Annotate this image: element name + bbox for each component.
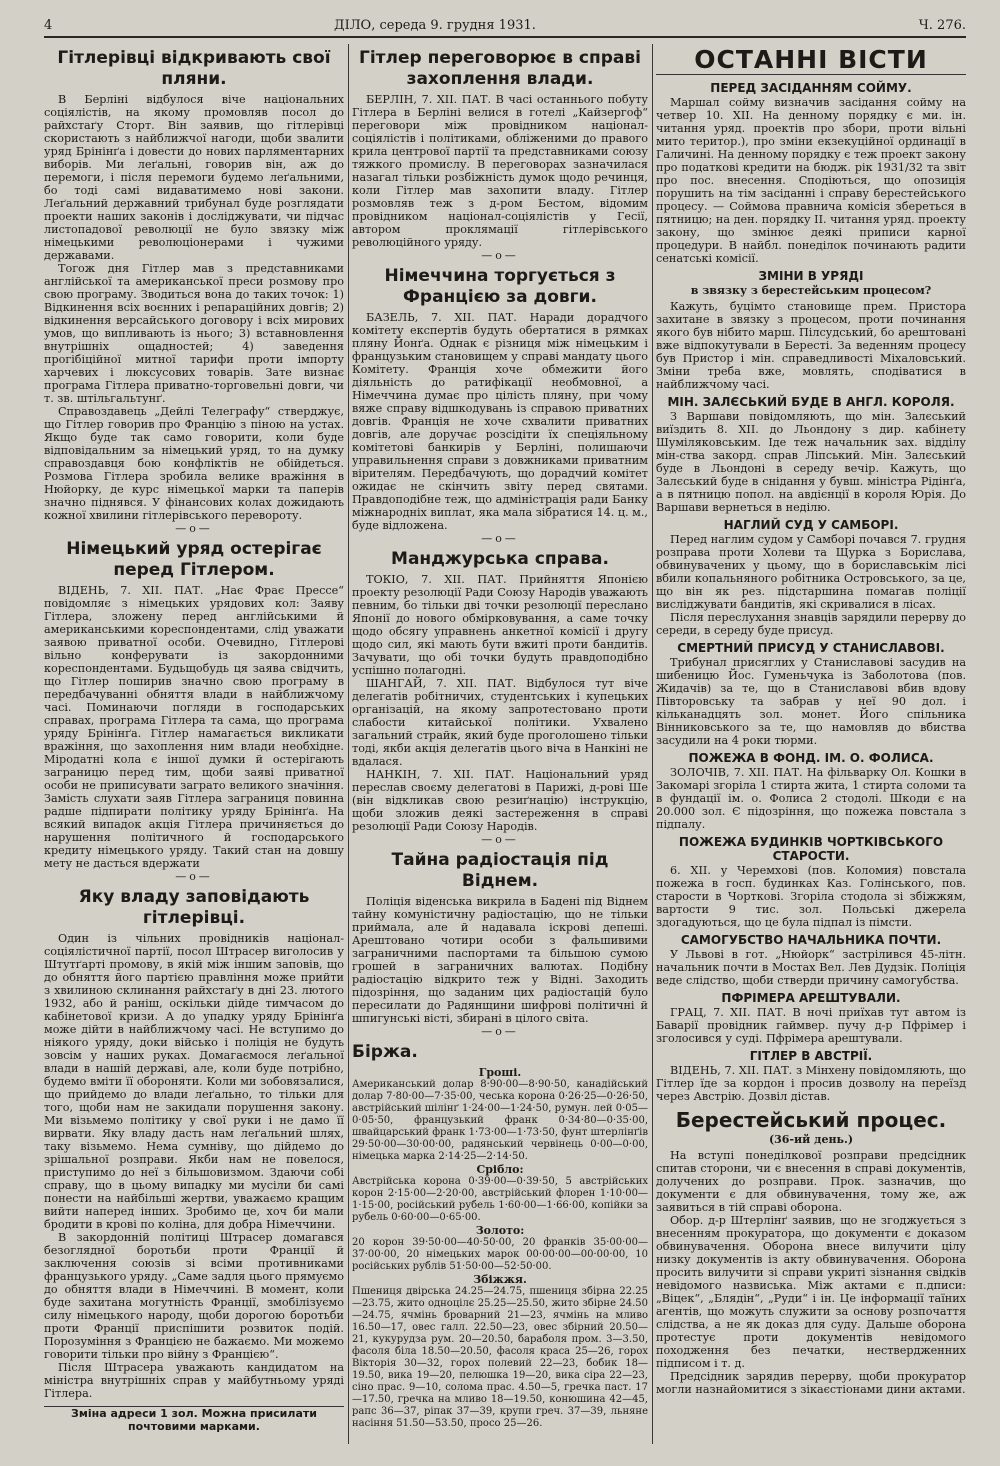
article-paragraph: Тогож дня Гітлер мав з представниками англійської та американської преси розмову про свою програму. Зводиться вона до таких точок: 1) Відкинення всіх воєнних і репараційних довгів; 2) відкинення версайського договору і всіх мирових умов, що випливають із нього; 3) вставновлення внутрішніх ощадностей; 4) заведення прогібіційної митної тарифи проти імпорту харчевих і люксусових товарів. Зате визнає програма Гітлера приватно-торговельні довги, чи т. зв. штільгальтунґ. <box>44 262 344 405</box>
trial-subheadline: (36-ий день.) <box>768 1133 854 1146</box>
article-paragraph: В Берліні відбулося віче національних соціялістів, на якому промовляв посол до райхстаґу Сторт. Він заявив, що гітлерівці скористають з найближчої нагоди, щоби звалити уряд Брінінґа і довести до нових парляментарних виборів. Ми леґальні, говорив він, аж до перемоги, і після перемоги будемо леґальними, бо тоді самі видаватимемо нові закони. Леґальний державний трибунал буде розглядати проекти наших законів і досліджувати, чи підчас листопадової революції не було звязку між німецькими революціонерами і чужими державами. <box>44 93 344 262</box>
news-text: Перед наглим судом у Самборі почався 7. грудня розправа проти Холеви та Щурка з Борислава, обвинувачених у цьому, що в бориславськім лісі вбили копальняного робітника Островського, за це, що він як рез. підстаршина помагав поліції висліджувати бандитів, які скривалися в лісах. <box>656 533 966 611</box>
news-headline: МІН. ЗАЛЄСЬКИЙ БУДЕ В АНГЛ. КОРОЛЯ. <box>667 395 955 409</box>
article-headline: Німеччина торгується з Францією за довги. <box>384 266 616 307</box>
divider-ornament: —o— <box>175 870 213 883</box>
grain-subheading: Збіжжя. <box>473 1273 527 1286</box>
article-paragraph: В закордонній політиці Штрасер домагався безоглядної боротьби проти Франції й заключення союзів зі всіми противниками французького уряду. „Саме задля цього прямуємо до обняття влади в Німеччині. В момент, коли буде захитана могутність Франції, змобілізуємо силу німецького народу, щоби дорогою боротьби проти Франції приспішити розвиток подій. Порозуміння з Францією не бажаємо. Ми можемо говорити тільки про війну з Францією“. <box>44 1231 344 1361</box>
news-text: ЗОЛОЧІВ, 7. XII. ПАТ. На фільварку Ол. Кошки в Закомарі згоріла 1 стирта жита, 1 стирта соломи та в фундації ім. о. Фолиса 2 стодолі. Шкоди є на 20.000 зол. Є підозріння, що пожежа повстала з підпалу. <box>656 766 966 831</box>
divider-ornament: —o— <box>481 249 519 262</box>
article-headline: Гітлер переговорює в справі захоплення влади. <box>359 48 641 89</box>
column-divider <box>348 44 349 1444</box>
money-rates: Американський долар 8·90·00—8·90·50, канадійський долар 7·80·00—7·35·00, чеська корона 0·26·25—0·26·50, австрійський шілінґ 1·24·00—1·24·50, румун. лей 0·05—0·05·50, французький франк 0·34·80—0·35·00, швайцарський франк 1·73·00—1·73·50, фунт штерлінґів 29·50·00—30·00·00, радянський червінець 0·00—0·00, німецька марка 2·14·25—2·14·50. <box>352 1079 648 1162</box>
news-headline: СМЕРТНИЙ ПРИСУД У СТАНИСЛАВОВІ. <box>677 641 945 655</box>
news-text: З Варшави повідомляють, що мін. Залєський виїздить 8. XII. до Льондону з дир. кабінету Шуміляковським. Іде теж начальник зах. відділу мін-ства закорд. справ Ліпський. Мін. Залєський буде в Льондоні в середу вечір. Кажуть, що Залєський буде в снідання у бувш. міністра Рідінґа, а в пятницю попол. на авдієнції в короля Юрія. До Варшави вернеться в неділю. <box>656 410 966 514</box>
article-paragraph: ШАНГАЙ, 7. XII. ПАТ. Відбулося тут віче делегатів робітничих, студентських і купецьких організацій, на якому запротестовано проти слабости китайської політики. Ухвалено загальний страйк, який буде проголошено тільки тоді, якби акція делегатів цього віча в Нанкіні не вдалася. <box>352 677 648 768</box>
silver-subheading: Срібло: <box>476 1163 524 1176</box>
news-headline: САМОГУБСТВО НАЧАЛЬНИКА ПОЧТИ. <box>680 933 942 947</box>
article <box>44 539 344 870</box>
column-1 <box>44 44 344 1444</box>
news-headline: ПОЖЕЖА В ФОНД. ІМ. О. ФОЛИСА. <box>688 751 934 765</box>
article-headline: Тайна радіостація під Віднем. <box>391 850 609 891</box>
news-text: 6. XII. у Черемхові (пов. Коломия) повстала пожежа в госп. будинках Каз. Голінського, пов. старости в Чорткові. Згоріла стодола зі збіжжям, вартости 9 тис. зол. Польські джерела здогадуються, що це була підпал із пімсти. <box>656 864 966 929</box>
article <box>44 887 344 1400</box>
news-text: ВІДЕНЬ, 7. XII. ПАТ. з Мінхену повідомляють, що Гітлер їде за кордон і просив дозволу на переїзд через Австрію. Дозвіл дістав. <box>656 1064 966 1103</box>
article-paragraph: ВІДЕНЬ, 7. XII. ПАТ. „Нає Фрає Прессе“ повідомляє з німецьких урядових кол: Заяву Гітлера, зложену перед англійськими й американськими кореспондентами, слід уважати заявою приватної особи. Очевидно, Гітлерові вільно конферувати із закордонними кореспондентами. Будьщобудь ця заява свідчить, що Гітлер поширив значно свою програму в передбачуванні обняття влади в найближчому часі. Поминаючи погляди в господарських справах, програма Гітлера та сама, що програма уряду Брінінґа. Гітлер намагається викликати вражіння, що захоплення ним влади необхідне. Міродатні кола є іншої думки й остерігають заграницю перед тим, щоби заяві приватної особи не приписувати заграто великого значіння. Замість слухати заяв Гітлера заграниця повинна радше підпирати політику уряду Брінінґа. На всякий випадок акція Гітлера причиняється до нарушення політичного й господарського кредиту німецького уряду. Такий стан на довшу мету не дасться вдержати <box>44 584 344 870</box>
divider-ornament: —o— <box>481 1025 519 1038</box>
article <box>352 549 648 833</box>
latest-news-title: ОСТАННІ ВІСТИ <box>656 46 966 75</box>
news-text: У Львові в гот. „Нюйорк“ застрілився 45-літн. начальник почти в Мостах Вел. Лев Дудзік. Поліція веде слідство, щоби стверди причину самогубства. <box>656 948 966 987</box>
news-subheadline: в звязку з берестейським процесом? <box>690 284 932 297</box>
divider-ornament: —o— <box>481 532 519 545</box>
stock-exchange-section <box>352 1042 648 1430</box>
trial-paragraph: Предсідник зарядив перерву, щоби прокуратор могли назнайомитися з зікаєстіонами дини актами. <box>656 1370 966 1396</box>
article <box>352 850 648 1025</box>
news-text: Трибунал присяглих у Станиславові засудив на шибеницю Йос. Гуменьчука із Заболотова (пов. Жидачів) за те, що в Станиславові вбив вдову Півторовську та забрав у неї 90 дол. і кільканадцять зол. монет. Його спільника Вінниковського за те, що намовляв до вбиства засудили на 4 роки тюрми. <box>656 656 966 747</box>
article-paragraph: БАЗЕЛЬ, 7. XII. ПАТ. Наради дорадчого комітету експертів будуть обертатися в рямках пляну Йонґа. Однак є різниця між німецьким і французьким становищем у справі мандату цього Комітету. Франція хоче обмежити його діяльність до ратифікації необмовної, а Німеччина думає про цілість пляну, при чому вяже справу відшкодувань із справою приватних довгів. Франція не хоче схвалити приватних довгів, але доручає розсідіти їх спеціяльному комітетові банкирів у Берліні, полишаючи управильнення справи з довжниками приватним вірителям. Передбачують, що дорадчий комітет ожидає не скінчить звіту перед святами. Правдоподібне теж, що адміністрація ради Банку міжнародніх виплат, яка мала зібратися 14. ц. м., буде відложена. <box>352 311 648 532</box>
newspaper-title-date: ДІЛО, середа 9. грудня 1931. <box>334 18 536 33</box>
article-paragraph: ТОКІО, 7. XII. ПАТ. Прийняття Японією проекту резолюції Ради Союзу Народів уважають певним, бо тільки дві точки резолюції переслано Японії до нового обмірковування, а саме точку щодо обсягу управнень анкетної комісії і другу щодо сил, які мають бути вжиті проти бандитів. Зачувати, що обі точки будуть правдоподібно успішно полагодні. <box>352 573 648 677</box>
news-text: Маршал сойму визначив засідання сойму на четвер 10. XII. На денному порядку є ми. ін. читання уряд. проектів про збори, проти вільні мито територ.), про зміни екзекуційної ординації в Галичині. На денному порядку є теж проект закону про податкові кредити на бюдж. рік 1931/32 та звіт про пос. внесення. Сподіються, що опозиція порушить на тім засіданні і справу берестейського процесу. — Соймова правнича комісія збереться в пятницю; на ден. порядку II. читання уряд. проекту закону, що змінює деякі приписи карної процедури. В найбл. понеділок починають радити сенатські комісії. <box>656 96 966 265</box>
article-paragraph: БЕРЛІН, 7. XII. ПАТ. В часі останнього побуту Гітлера в Берліні велися в готелі „Кайзергоф“ переговори між провідником націонал-соціялістів і політиками, обліженими до правого крила центрової партії та представниками союзу тяжкого промислу. В переговорах зазначилася назагал тільки розбіжність думок щодо речинця, коли Гітлер мав захопити владу. Гітлер розмовляв теж з д-ром Бестом, відомим провідником націонал-соціялістів у Гесії, автором проклямації гітлерівського революційного уряду. <box>352 93 648 249</box>
article-paragraph: НАНКІН, 7. XII. ПАТ. Національний уряд переслав своєму делегатові в Парижі, д-рові Ше (він відкликав свою резиґнацію) інструкцію, щоби зложив деякі застереження в справі резолюції Ради Союзу Народів. <box>352 768 648 833</box>
trial-headline: Берестейський процес. <box>675 1108 947 1132</box>
silver-rates: Австрійська корона 0·39·00—0·39·50, 5 австрійських корон 2·15·00—2·20·00, австрійський флорен 1·10·00—1·15·00, російський рубель 1·60·00—1·66·00, копійки за рубель 0·60·00—0·65·00. <box>352 1176 648 1223</box>
article-headline: Німецький уряд остерігає перед Гітлером. <box>66 539 322 580</box>
page-number: 4 <box>44 18 53 33</box>
article <box>352 48 648 249</box>
article <box>44 48 344 522</box>
bourse-headline: Біржа. <box>352 1042 418 1062</box>
article-headline: Манджурська справа. <box>391 549 609 569</box>
news-text: Кажуть, буцімто становище прем. Пристора захитане в звязку з процесом, проти починання якого був нібито марш. Пілсудський, бо арештовані вже відпокутували в Бересті. За веденням процесу був Пристор і мін. справедливості Міхаловський. Зміни треба вже, мовлять, сподіватися в найближчому часі. <box>656 300 966 391</box>
article-paragraph: Один із чільних провідників націонал-соціялістичної партії, посол Штрасер виголосив у Штутґарті промову, в якій між іншим заповів, що до обняття його партією правління може прийти з хвилиною склинання райхстаґу в дні 23. лютого 1932, або й раніш, оскільки дійде тимчасом до кабінетової кризи. А до упадку уряду Брінінґа може дійти в найближчому часі. Не вступимо до ніякого уряду, доки військо і поліція не будуть зовсім у наших руках. Домагаємося леґальної влади в нашій державі, але, коли буде потрібно, будемо вміти її обороняти. Коли ми зобовязалися, що прийдемо до влади леґально, то тільки для того, щоби нам не закидали порушення закону. Ми візьмемо політику у свої руки і не дамо її вирвати. Яку владу дасть нам леґальний шлях, таку візьмемо. Нема сумніву, що дійдемо до зрішальної розправи. Якби нам не повелося, приступимо до неї з більшовизмом. Здаючи собі справу, що в цьому випадку ми мусіли би самі понести на найбільші жертви, уважаємо кращим вийти наперед інших. Зробимо це, хоч би мали бродити в крові по коліна, для добра Німеччини. <box>44 932 344 1231</box>
column-divider <box>652 44 653 1444</box>
gold-subheading: Золото: <box>475 1224 525 1237</box>
masthead <box>44 14 966 38</box>
column-3 <box>656 44 966 1454</box>
article-paragraph: Після Штрасера уважають кандидатом на міністра внутрішніх справ у майбутньому уряді Гітлера. <box>44 1361 344 1400</box>
news-headline: ЗМІНИ В УРЯДІ <box>758 269 864 283</box>
grain-rates: Пшениця двірська 24.25—24.75, пшениця збірна 22.25—23.75, жито одноцілє 25.25—25.50, жито збірне 24.50—24.75, ячмінь броварний 21—23, ячмінь на мливо 16.50—17, овес галл. 22.50—23, овес збірний 20.50—21, кукурудза рум. 20—20.50, бараболя пром. 3—3.50, фасоля біла 18.50—20.50, фасоля краса 25—26, горох Вікторія 30—32, горох полевий 22—23, бобик 18—19.50, вика 19—20, пелюшка 19—20, вика сіра 22—23, сіно прас. 9—10, солома прас. 4.50—5, гречка паст. 17—17.50, гречка на мливо 18—19.50, конюшина 42—45, рапс 36—37, ріпак 37—39, крупи греч. 37—39, льняне насіння 51.50—53.50, просо 25—26. <box>352 1286 648 1429</box>
trial-paragraph: Обор. д-р Штерлінґ заявив, що не згоджується з внесенням прокуратора, що документи є доказом обвинувачення. Оборона внесе вилучити цілу низку документів із акту обвинувачення. Оборона просить вилучити зі справи укриті зізнання свідків невідомого назвиська. Між актами є п.дписи: „Віцек“, „Блядін“, „Руди“ і ін. Це інформації таїних агентів, що можуть служити за основу розпочаття слідства, а не як доказ для суду. Дальше оборона протестує проти документів невідомого походження без печатки, нествердженних підписом і т. д. <box>656 1214 966 1370</box>
news-headline: ПОЖЕЖА БУДИНКІВ ЧОРТКІВСЬКОГО СТАРОСТИ. <box>678 835 944 863</box>
divider-ornament: —o— <box>175 522 213 535</box>
divider-ornament: —o— <box>481 833 519 846</box>
article-paragraph: Справоздавець „Дейлі Телеграфу“ стверджує, що Гітлер говорив про Францію з піною на устах. Якщо буде так само говорити, коли буде відповідальним за німецький уряд, то на думку справоздавця бою конфліктів не обійдеться. Розмова Гітлера зробила велике вражіння в Нюйорку, де курс німецької марки та паперів значно піднявся. У фінансових колах дожидають кожної хвилини гітлерівського перевороту. <box>44 405 344 522</box>
news-text: ГРАЦ, 7. XII. ПАТ. В ночі приїхав тут автом із Баварії провідник гаймвер. пучу д-р Пфрімер і зголосився у суді. Пфрімера арештували. <box>656 1006 966 1045</box>
news-headline: ПФРІМЕРА АРЕШТУВАЛИ. <box>721 991 901 1005</box>
money-subheading: Гроші. <box>478 1066 522 1079</box>
address-change-notice: Зміна адреси 1 зол. Можна присилати почтовими марками. <box>44 1406 344 1433</box>
article-paragraph: Поліція віденська викрила в Бадені під Віднем тайну комуністичну радіостацію, що не тільки приймала, але й надавала іскрові депеші. Арештовано чотири особи з фальшивими заграничними паспортами та більшою сумою грошей в заграничних валютах. Подібну радіостацію відкрито теж у Відні. Заходить підозріння, що заданим цих радіостацій було пересилати до Радянщини шифрові політичні й шпигунські вісті, збирані в цілого світа. <box>352 895 648 1025</box>
news-headline: ГІТЛЕР В АВСТРІЇ. <box>749 1049 873 1063</box>
news-headline: ПЕРЕД ЗАСІДАННЯМ СОЙМУ. <box>710 81 912 95</box>
trial-paragraph: На вступі понеділкової розправи предсідник спитав сторони, чи є внесення в справі документів, долучених до розправи. Прок. зазначив, що документи є для обвинувачення, тому же, аж заявиться в тій справі оборона. <box>656 1149 966 1214</box>
article-headline: Яку владу заповідають гітлерівці. <box>78 887 310 928</box>
article-headline: Гітлерівці відкривають свої пляни. <box>57 48 331 89</box>
issue-number: Ч. 276. <box>918 18 966 33</box>
column-2 <box>352 44 648 1434</box>
gold-rates: 20 корон 39·50·00—40·50·00, 20 франків 35·00·00—37·00·00, 20 німецьких марок 00·00·00—00·00·00, 10 російських рублів 51·50·00—52·50·00. <box>352 1237 648 1272</box>
news-headline: НАГЛИЙ СУД У САМБОРІ. <box>723 518 899 532</box>
article <box>352 266 648 532</box>
news-text: Після переслухання знавців зарядили перерву до середи, в середу буде присуд. <box>656 611 966 637</box>
